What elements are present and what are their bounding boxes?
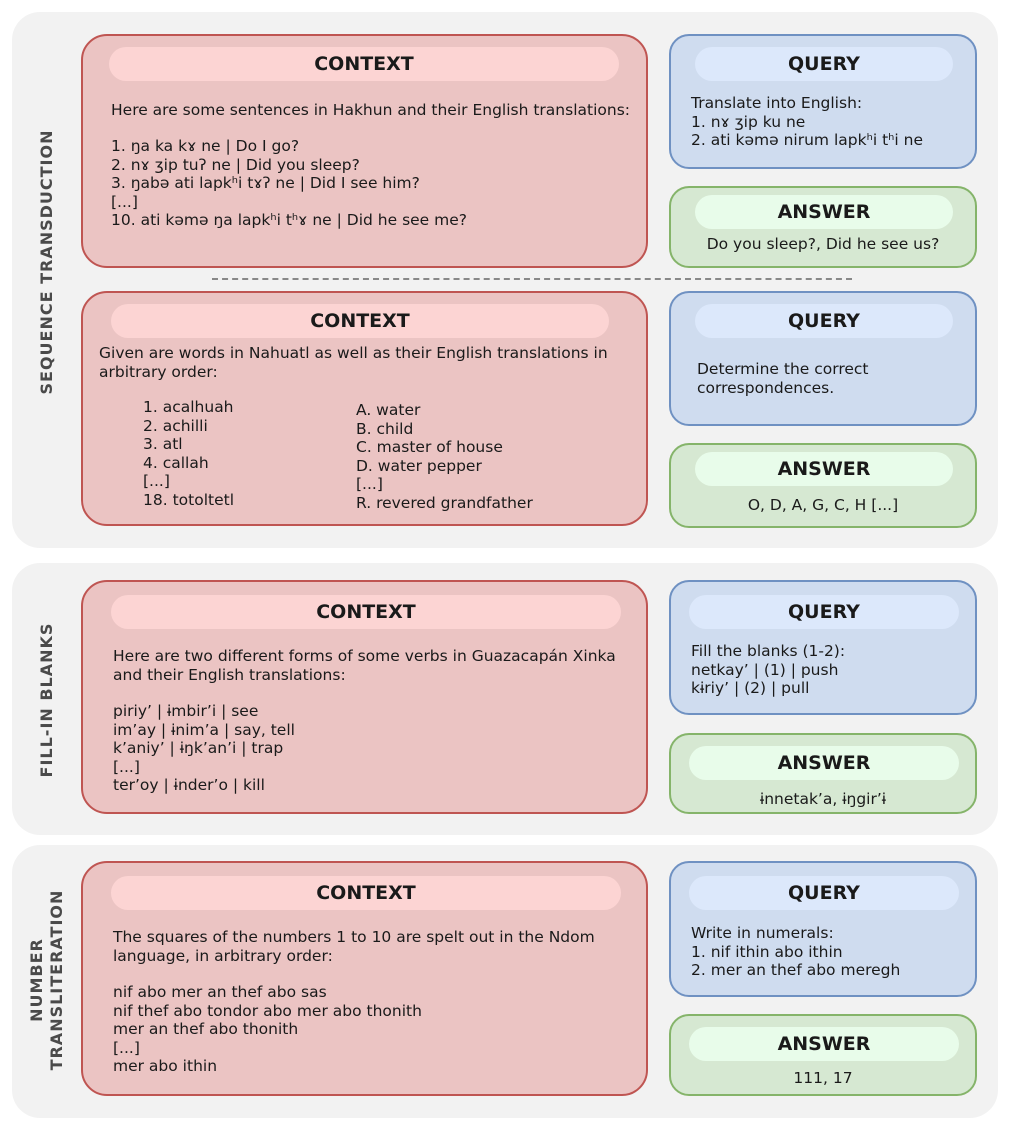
- ex4-context-intro-2: language, in arbitrary order:: [113, 946, 333, 965]
- ex2-left-item-6: 18. totoltetl: [143, 490, 235, 509]
- ex1-query-box: [669, 34, 977, 169]
- ex4-context-line-5: mer abo ithin: [113, 1057, 218, 1075]
- ex4-context-line-3: mer an thef abo thonith: [113, 1020, 299, 1038]
- ex4-answer-text: 111, 17: [793, 1069, 853, 1087]
- ex3-context-box: [81, 580, 648, 814]
- label-number-transliteration: [27, 890, 67, 1071]
- label-fill-in-blanks: FILL-IN BLANKS: [37, 622, 56, 778]
- ex3-context-line-3: kʼaniyʼ | ɨŋkʼanʼi | trap: [113, 739, 284, 757]
- ex2-left-item-1: 1. acalhuah: [143, 398, 234, 416]
- ex3-answer-header: ANSWER: [689, 746, 959, 780]
- ex2-left-item-4: 4. callah: [143, 453, 209, 472]
- ex2-context-intro-2: arbitrary order:: [99, 362, 218, 381]
- ex4-query-line-1: Write in numerals:: [691, 924, 834, 942]
- ex2-query-line-1: Determine the correct: [697, 360, 869, 378]
- ex3-context-line-5: terʼoy | ɨnderʼo | kill: [113, 776, 265, 794]
- ex1-query-line-3: 2. ati kəmə nirum lapkʰi tʰi ne: [691, 131, 924, 149]
- ex2-context-header: CONTEXT: [111, 304, 609, 338]
- ex1-query-line-2: 1. nɤ ʒip ku ne: [691, 112, 806, 131]
- ex1-context-header: CONTEXT: [109, 47, 619, 81]
- ex1-query-line-1: Translate into English:: [691, 94, 863, 112]
- ex2-query-header: QUERY: [695, 304, 953, 338]
- ex1-answer-header: ANSWER: [695, 195, 953, 229]
- ex2-answer-header: ANSWER: [695, 452, 953, 486]
- ex1-answer-text: Do you sleep?, Did he see us?: [706, 235, 940, 253]
- ex2-query-box: [669, 291, 977, 426]
- ex2-answer-box: [669, 443, 977, 528]
- ex3-context-header: CONTEXT: [111, 595, 621, 629]
- ex3-context-line-1: piriyʼ | ɨmbirʼi | see: [113, 702, 259, 720]
- ex3-context-line-2: imʼay | ɨnimʼa | say, tell: [113, 720, 295, 739]
- ex4-query-line-3: 2. mer an thef abo meregh: [691, 961, 901, 979]
- ex1-context-box: [81, 34, 648, 268]
- ex4-query-box: [669, 861, 977, 997]
- ex2-right-item-5: [...]: [356, 475, 383, 493]
- ex3-query-header: QUERY: [689, 595, 959, 629]
- ex4-context-box: [81, 861, 648, 1096]
- ex3-context-intro-1: Here are two different forms of some verbs in Guazacapán Xinka: [113, 647, 616, 665]
- label-number-line1: NUMBER: [27, 938, 46, 1022]
- ex4-context-header: CONTEXT: [111, 876, 621, 910]
- ex3-query-line-2: netkayʼ | (1) | push: [691, 660, 839, 679]
- ex3-context-line-4: [...]: [113, 757, 140, 776]
- ex2-right-item-6: R. revered grandfather: [356, 493, 533, 512]
- ex2-context-box: [81, 291, 648, 526]
- ex4-context-line-4: [...]: [113, 1038, 140, 1057]
- ex4-context-line-1: nif abo mer an thef abo sas: [113, 983, 327, 1001]
- ex3-query-box: [669, 580, 977, 715]
- ex2-query-line-2: correspondences.: [697, 378, 835, 397]
- example-separator: [212, 278, 852, 280]
- ex1-context-intro: Here are some sentences in Hakhun and their English translations:: [111, 101, 630, 119]
- ex3-answer-box: [669, 733, 977, 814]
- ex3-answer-text: ɨnnetakʼa, ɨŋgirʼɨ: [759, 790, 887, 808]
- ex3-context-intro-2: and their English translations:: [113, 665, 346, 684]
- ex4-answer-box: [669, 1014, 977, 1096]
- ex4-answer-header: ANSWER: [689, 1027, 959, 1061]
- ex2-left-item-2: 2. achilli: [143, 416, 208, 435]
- ex4-query-header: QUERY: [689, 876, 959, 910]
- ex4-context-line-2: nif thef abo tondor abo mer abo thonith: [113, 1001, 422, 1020]
- label-number-line2: TRANSLITERATION: [47, 889, 66, 1071]
- label-sequence-transduction: SEQUENCE TRANSDUCTION: [37, 129, 56, 395]
- ex4-query-line-2: 1. nif ithin abo ithin: [691, 942, 843, 961]
- ex1-context-line-4: [...]: [111, 192, 138, 211]
- ex1-query-header: QUERY: [695, 47, 953, 81]
- ex2-left-item-3: 3. atl: [143, 435, 183, 453]
- ex2-right-item-3: C. master of house: [356, 438, 503, 456]
- ex2-answer-text: O, D, A, G, C, H [...]: [747, 496, 899, 514]
- ex2-context-intro-1: Given are words in Nahuatl as well as their English translations in: [99, 344, 608, 362]
- ex3-query-line-1: Fill the blanks (1-2):: [691, 642, 846, 660]
- ex2-right-item-4: D. water pepper: [356, 456, 482, 475]
- ex1-context-line-1: 1. ŋa ka kɤ ne | Do I go?: [111, 137, 300, 155]
- ex2-right-item-1: A. water: [356, 401, 421, 419]
- ex3-query-line-3: kɨriyʼ | (2) | pull: [691, 679, 810, 697]
- ex1-context-line-2: 2. nɤ ʒip tuʔ ne | Did you sleep?: [111, 155, 360, 174]
- ex4-context-intro-1: The squares of the numbers 1 to 10 are spelt out in the Ndom: [113, 928, 595, 946]
- ex2-right-item-2: B. child: [356, 419, 414, 438]
- ex1-context-line-3: 3. ŋabə ati lapkʰi tɤʔ ne | Did I see him?: [111, 174, 420, 192]
- ex2-left-item-5: [...]: [143, 472, 170, 490]
- ex1-answer-box: [669, 186, 977, 268]
- ex1-context-line-5: 10. ati kəmə ŋa lapkʰi tʰɤ ne | Did he see me?: [111, 211, 468, 229]
